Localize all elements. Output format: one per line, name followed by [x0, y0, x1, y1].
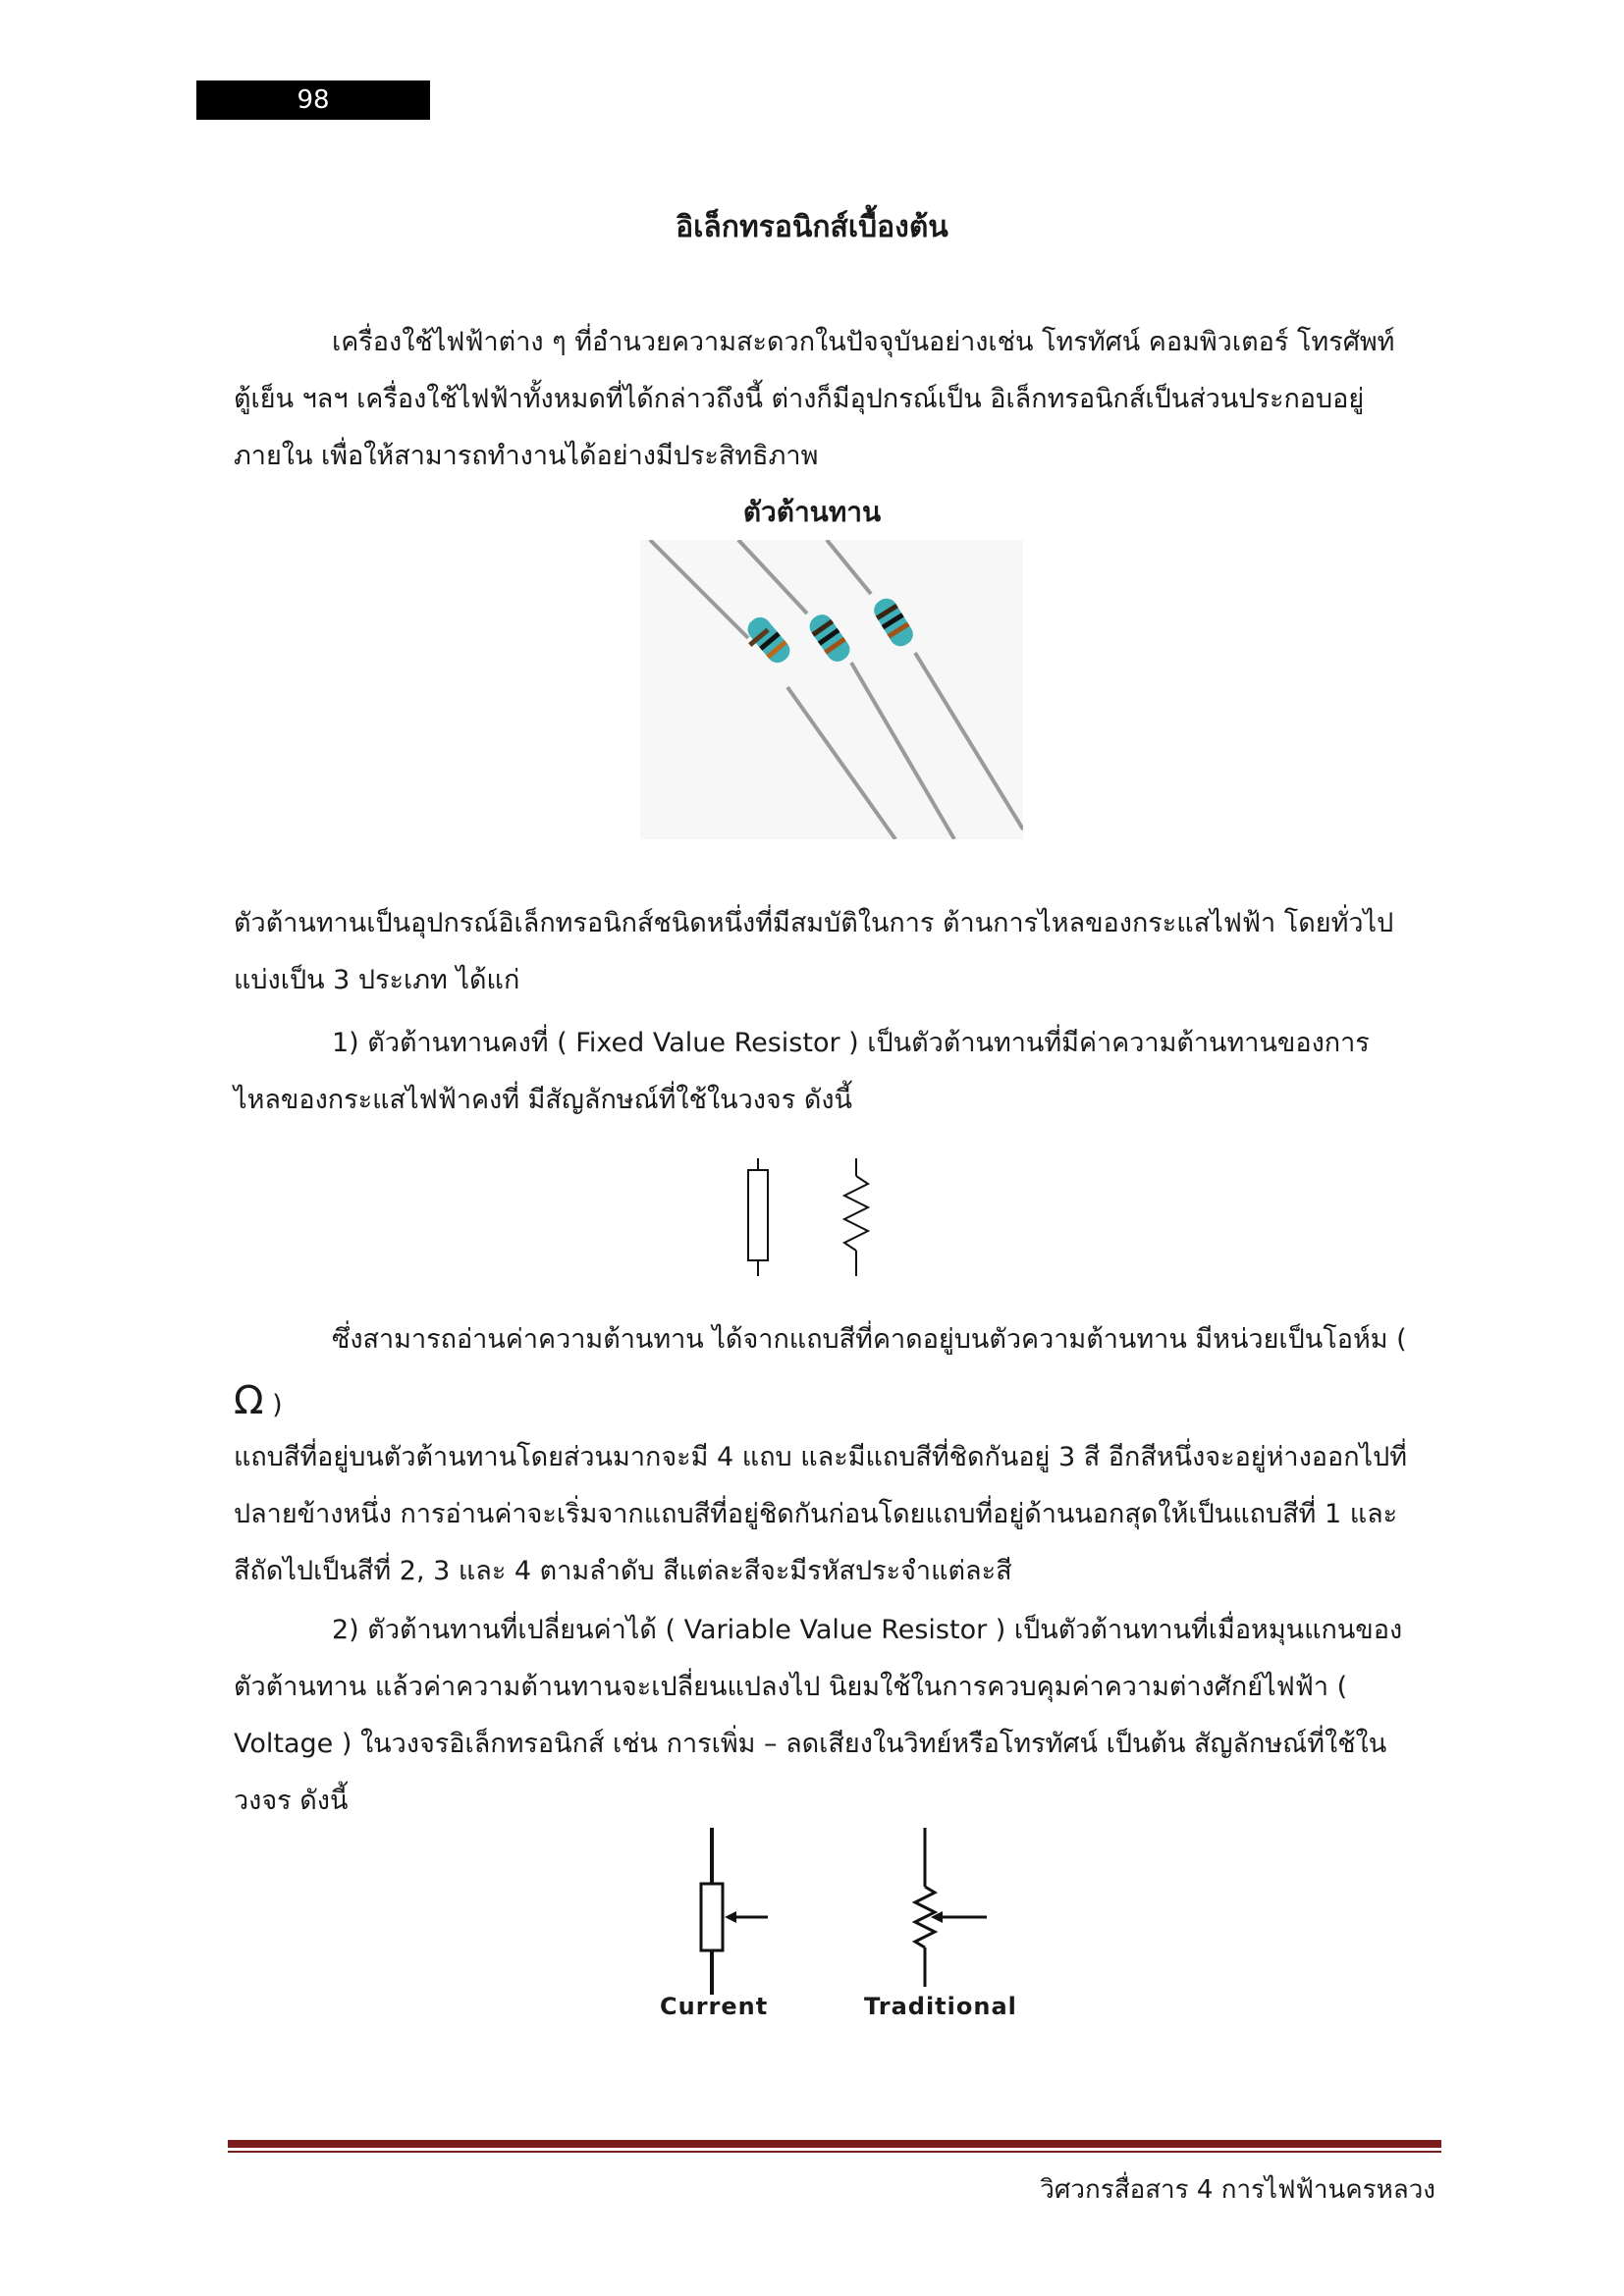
- resistor-photo: [640, 540, 1023, 839]
- color-band-paragraph-2: แถบสีที่อยู่บนตัวต้านทานโดยส่วนมากจะมี 4 แถบ และมีแถบสีที่ชิดกันอยู่ 3 สี อีกสีหนึ่งจะอยู่ห่างออกไปที่ปลายข้างหนึ่ง การอ่านค่าจะเริ่มจากแถบสีที่อยู่ชิดกันก่อนโดยแถบที่อยู่ด้านนอกสุดให้เป็นแถบสีที่ 1 และสีถัดไปเป็นสีที่ 2, 3 และ 4 ตามลำดับ สีแต่ละสีจะมีรหัสประจำแต่ละสี: [234, 1442, 1408, 1586]
- omega-line: [234, 1372, 1412, 1434]
- footer-divider: [228, 2140, 1441, 2148]
- footer-divider-thin: [228, 2151, 1441, 2153]
- section-title-resistor: ตัวต้านทาน: [742, 496, 882, 528]
- page-number: 98: [196, 80, 430, 120]
- symbol-label-current: Current: [660, 1993, 769, 2020]
- footer-text: วิศวกรสื่อสาร 4 การไฟฟ้านครหลวง: [1040, 2175, 1435, 2205]
- symbol-label-traditional: Traditional: [864, 1993, 1017, 2020]
- color-band-paragraph-1: [234, 1311, 1412, 1368]
- intro-paragraph: เครื่องใช้ไฟฟ้าต่าง ๆ ที่อำนวยความสะดวกในปัจจุบันอย่างเช่น โทรทัศน์ คอมพิวเตอร์ โทรศัพท์ ตู้เย็น ฯลฯ เครื่องใช้ไฟฟ้าทั้งหมดที่ได้กล่าวถึงนี้ ต่างก็มีอุปกรณ์เป็น อิเล็กทรอนิกส์เป็นส่วนประกอบอยู่ภายใน เพื่อให้สามารถทำงานได้อย่างมีประสิทธิภาพ: [234, 327, 1395, 471]
- color-band-text-1: ซึ่งสามารถอ่านค่าความต้านทาน ได้จากแถบสีที่คาดอยู่บนตัวความต้านทาน มีหน่วยเป็นโอห์ม (: [332, 1324, 1407, 1355]
- variable-resistor-symbols: [668, 1828, 1021, 1995]
- page-title: อิเล็กทรอนิกส์เบื้องต้น: [676, 210, 948, 244]
- fixed-resistor-zigzag-symbol: [844, 1158, 868, 1276]
- fixed-resistor-box-symbol: [748, 1158, 768, 1276]
- variable-resistor-current-symbol: [701, 1828, 768, 1995]
- resistor-intro-paragraph: ตัวต้านทานเป็นอุปกรณ์อิเล็กทรอนิกส์ชนิดหนึ่งที่มีสมบัติในการ ต้านการไหลของกระแสไฟฟ้า โดยทั่วไปแบ่งเป็น 3 ประเภท ได้แก่: [234, 908, 1394, 995]
- fixed-resistor-paragraph: 1) ตัวต้านทานคงที่ ( Fixed Value Resistor ) เป็นตัวต้านทานที่มีค่าความต้านทานของการไหลของกระแสไฟฟ้าคงที่ มีสัญลักษณ์ที่ใช้ในวงจร ดังนี้: [234, 1028, 1370, 1115]
- fixed-resistor-symbols: [736, 1158, 893, 1286]
- variable-resistor-traditional-symbol: [915, 1828, 987, 1987]
- omega-symbol: Ω: [234, 1378, 264, 1423]
- omega-close: ): [263, 1390, 283, 1420]
- variable-resistor-paragraph: 2) ตัวต้านทานที่เปลี่ยนค่าได้ ( Variable Value Resistor ) เป็นตัวต้านทานที่เมื่อหมุนแกนของตัวต้านทาน แล้วค่าความต้านทานจะเปลี่ยนแปลงไป นิยมใช้ในการควบคุมค่าความต่างศักย์ไฟฟ้า ( Voltage ) ในวงจรอิเล็กทรอนิกส์ เช่น การเพิ่ม – ลดเสียงในวิทย์หรือโทรทัศน์ เป็นต้น สัญลักษณ์ที่ใช้ในวงจร ดังนี้: [234, 1615, 1403, 1816]
